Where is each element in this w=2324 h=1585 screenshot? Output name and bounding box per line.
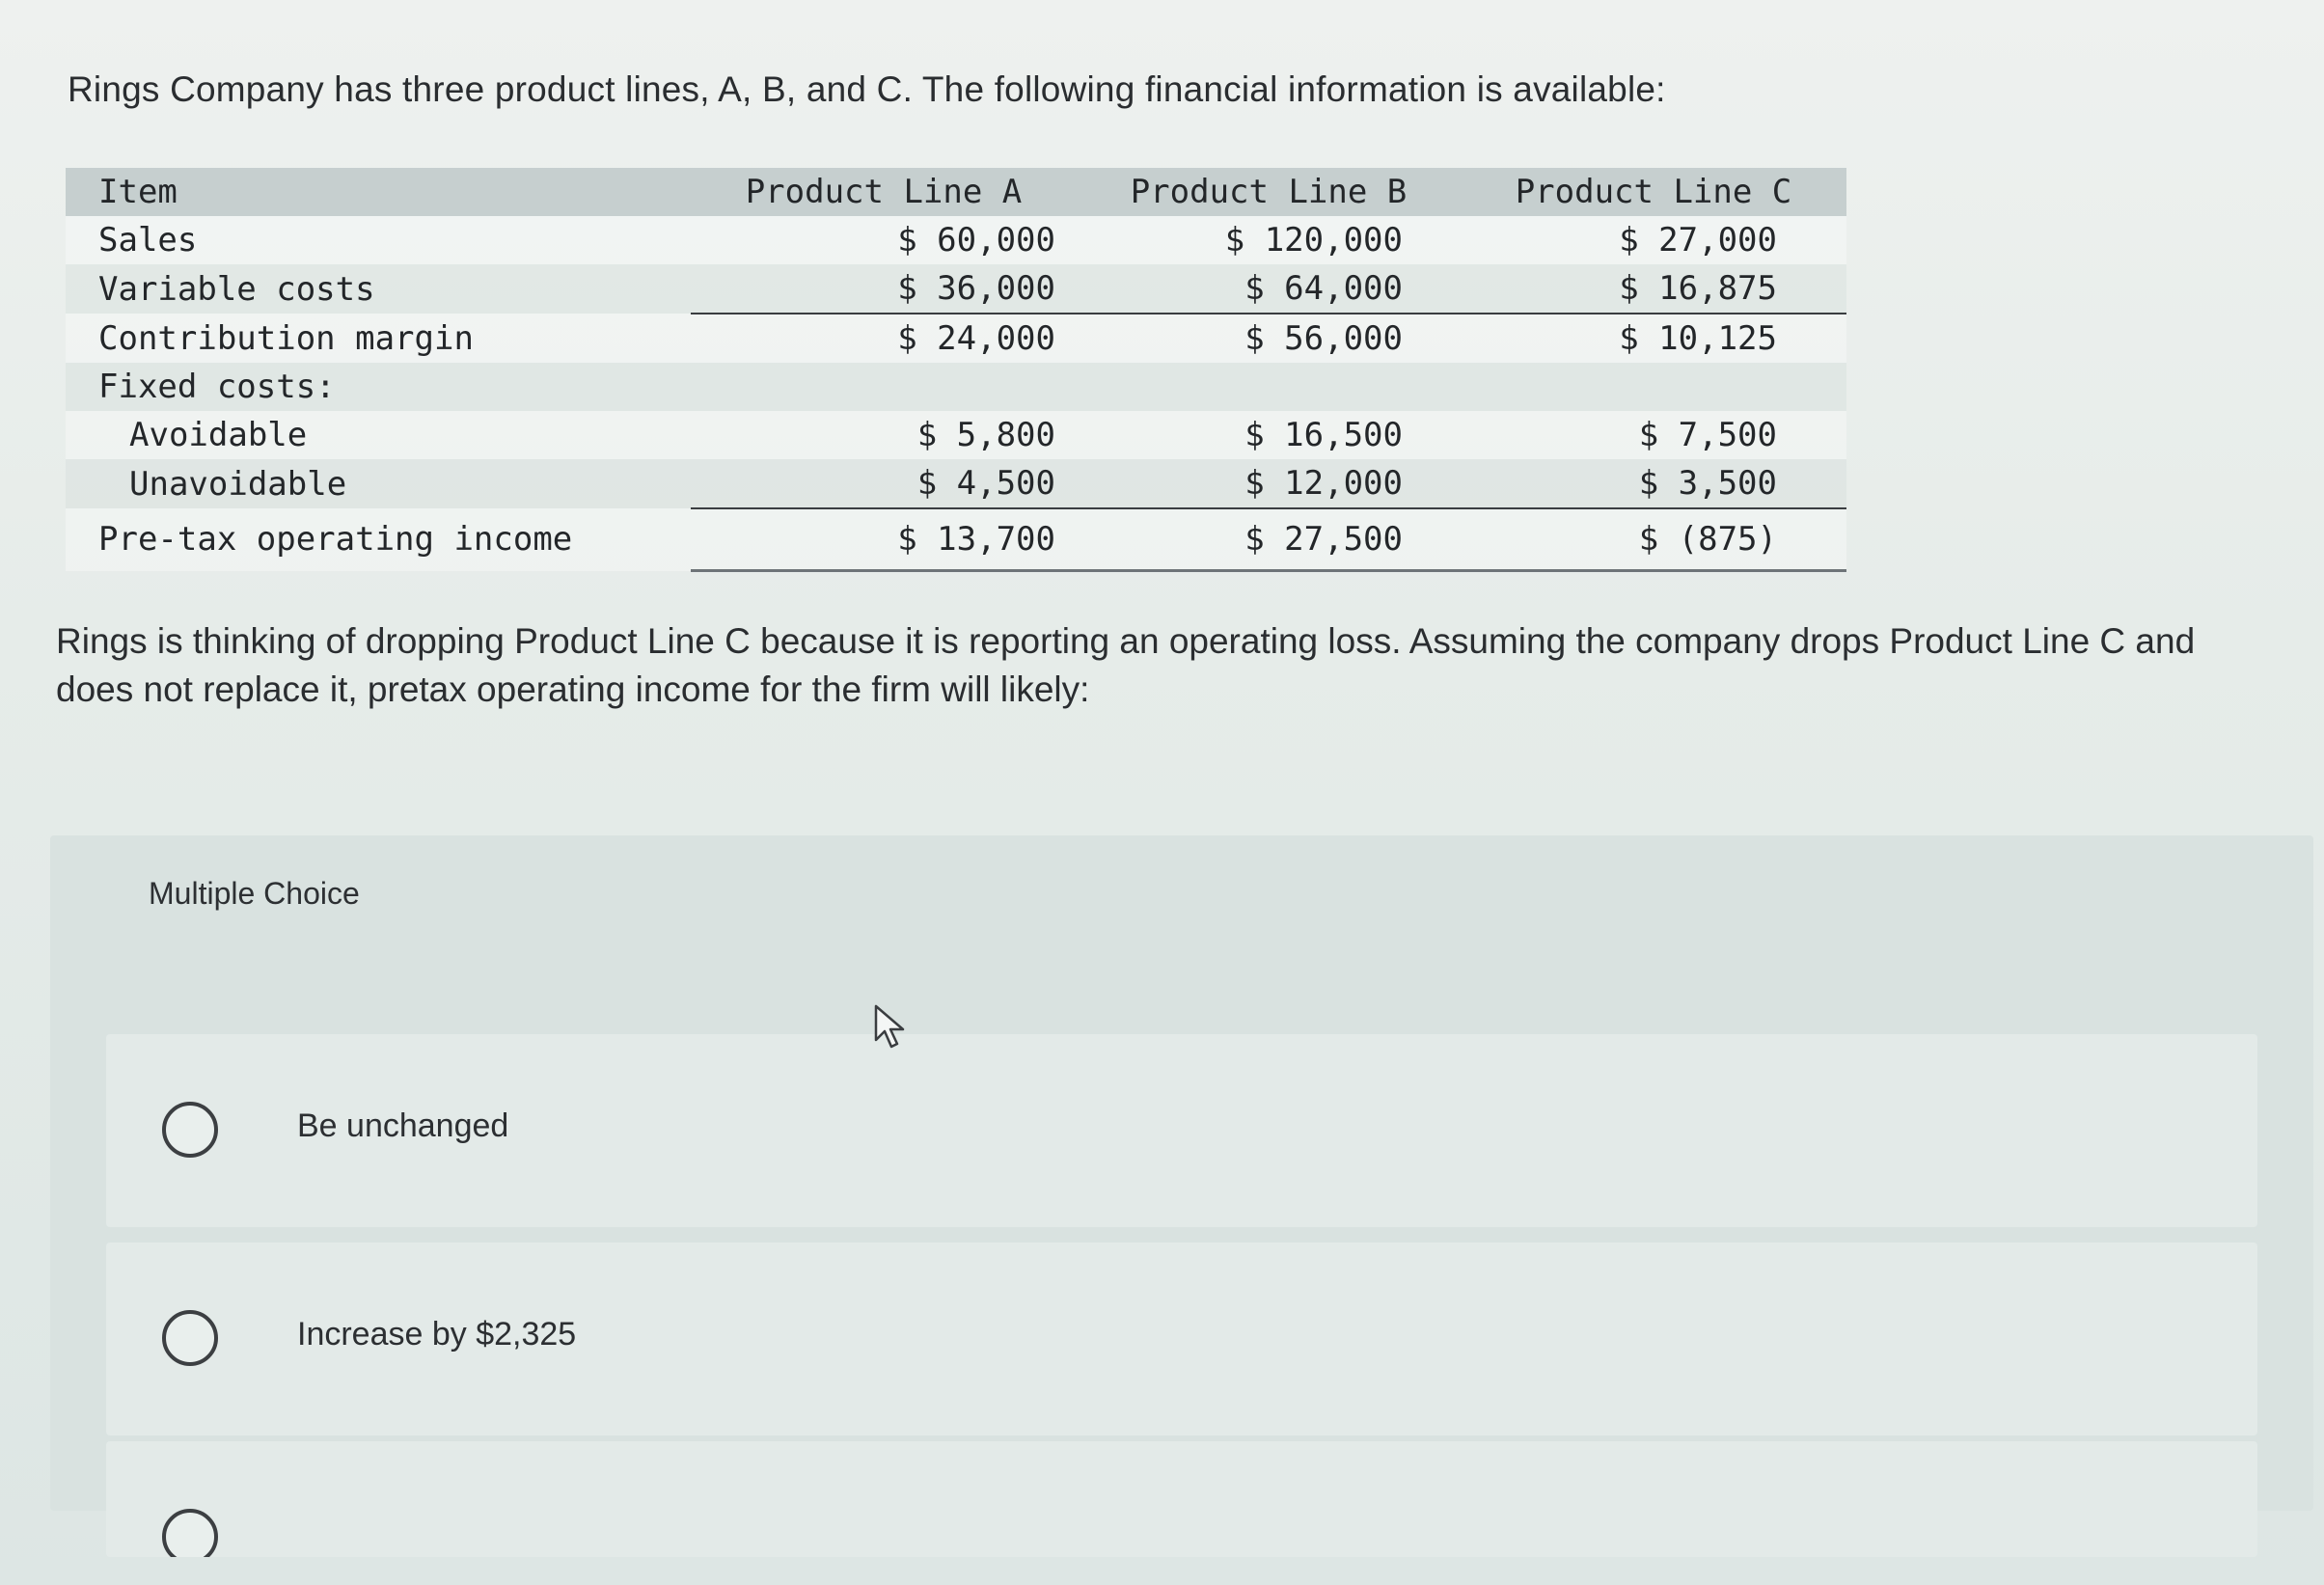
cell-a: $ 13,700 (691, 508, 1077, 571)
radio-button-icon[interactable] (162, 1102, 218, 1158)
cell-b: $ 56,000 (1244, 319, 1403, 358)
row-label: Avoidable (129, 416, 308, 454)
answer-option-label: Increase by $2,325 (297, 1316, 577, 1353)
table-row (66, 411, 1846, 459)
cell-b: $ 16,500 (1244, 416, 1403, 454)
cell-c: $ (875) (1461, 508, 1846, 571)
cell-a: $ 5,800 (916, 416, 1055, 454)
radio-button-icon[interactable] (162, 1509, 218, 1557)
row-label: Variable costs (98, 269, 375, 309)
table-row (66, 459, 1846, 508)
cell-c: $ 27,000 (1619, 221, 1777, 260)
cell-c (1461, 363, 1846, 411)
cell-c: $ 16,875 (1461, 264, 1846, 314)
cell-c: $ 3,500 (1461, 459, 1846, 508)
cell-a: $ 24,000 (897, 319, 1055, 358)
answer-option-partial[interactable] (106, 1441, 2257, 1557)
cell-b: $ 12,000 (1077, 459, 1461, 508)
answer-option-label: Be unchanged (297, 1107, 509, 1144)
row-label: Unavoidable (129, 464, 347, 504)
financial-table (66, 168, 1846, 572)
intro-text: Rings Company has three product lines, A, B, and C. The following financial information is available: (68, 69, 1666, 109)
table-row (66, 314, 1846, 363)
row-label: Contribution margin (98, 318, 474, 358)
cell-b: $ 27,500 (1077, 508, 1461, 571)
cell-c: $ 10,125 (1619, 319, 1777, 358)
cell-a: $ 4,500 (691, 459, 1077, 508)
cell-a (691, 363, 1077, 411)
row-label: Pre-tax operating income (98, 520, 573, 560)
question-text: Rings is thinking of dropping Product Line C because it is reporting an operating loss. Assuming the company drops Product Line C and does not replace it, pretax operating income for the firm will likely: (56, 621, 2196, 709)
header-product-line-a: Product Line A (745, 173, 1023, 211)
multiple-choice-panel (50, 835, 2313, 1511)
multiple-choice-label: Multiple Choice (149, 876, 360, 911)
radio-button-icon[interactable] (162, 1310, 218, 1366)
answer-option-be-unchanged[interactable] (106, 1034, 2257, 1227)
table-row (66, 363, 1846, 411)
cell-b: $ 64,000 (1077, 264, 1461, 314)
table-header-row (66, 168, 1846, 216)
mouse-pointer-icon (873, 1003, 908, 1050)
row-label: Fixed costs: (98, 368, 336, 406)
table-row (66, 216, 1846, 264)
header-product-line-b: Product Line B (1130, 173, 1408, 211)
header-product-line-c: Product Line C (1515, 173, 1792, 211)
table-row (66, 508, 1846, 571)
cell-c: $ 7,500 (1638, 416, 1777, 454)
cell-b: $ 120,000 (1224, 221, 1403, 260)
cell-a: $ 60,000 (897, 221, 1055, 260)
header-item: Item (98, 173, 178, 211)
answer-option-increase[interactable] (106, 1243, 2257, 1435)
cell-b (1077, 363, 1461, 411)
row-label: Sales (98, 221, 198, 260)
table-row (66, 264, 1846, 314)
cell-a: $ 36,000 (691, 264, 1077, 314)
